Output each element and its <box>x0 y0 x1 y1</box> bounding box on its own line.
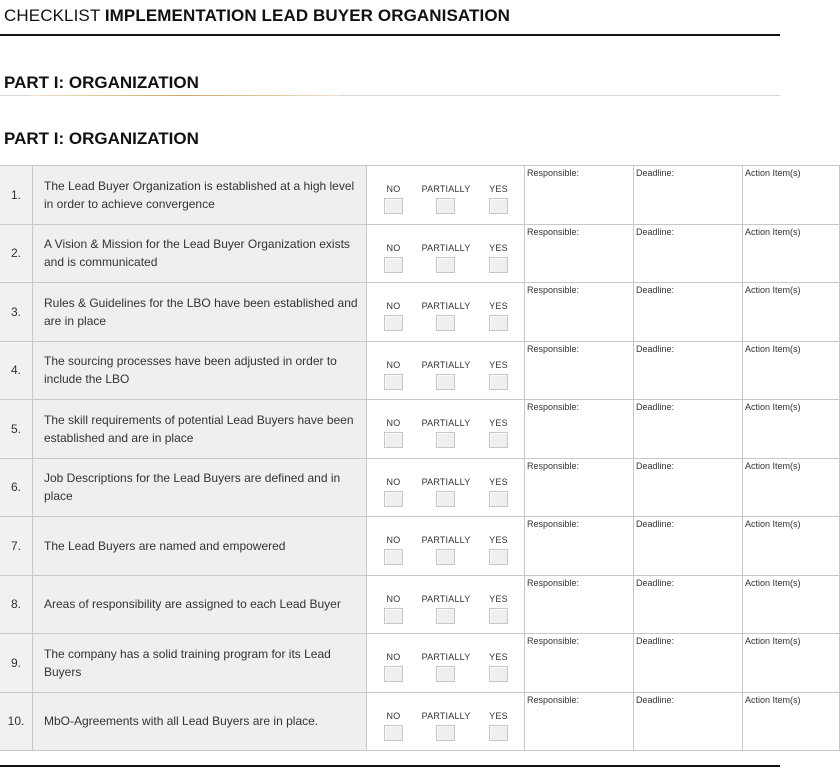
option-partially <box>422 651 471 682</box>
checkbox-no[interactable] <box>384 725 403 741</box>
answer-options <box>367 692 525 751</box>
responsible-field[interactable] <box>525 224 634 283</box>
option-no <box>384 534 403 565</box>
action-items-label: Action Item(s) <box>745 402 801 412</box>
option-yes <box>489 300 508 331</box>
checkbox-no[interactable] <box>384 432 403 448</box>
item-number: 7. <box>0 517 33 576</box>
action-items-label: Action Item(s) <box>745 460 801 471</box>
document-title-main: IMPLEMENTATION LEAD BUYER ORGANISATION <box>104 6 511 25</box>
answer-options <box>367 517 525 576</box>
checklist-row <box>0 341 840 400</box>
option-partially <box>422 359 471 390</box>
action-items-field[interactable] <box>743 517 840 576</box>
action-items-field[interactable] <box>743 575 840 634</box>
answer-options <box>367 166 525 225</box>
item-number: 1. <box>0 166 33 225</box>
item-statement: The sourcing processes have been adjusted in order to include the LBO <box>33 341 367 400</box>
responsible-label: Responsible: <box>527 519 580 529</box>
option-yes <box>489 417 508 448</box>
checklist-row <box>0 517 840 576</box>
item-statement: The skill requirements of potential Lead Buyers have been established and are in place <box>33 400 367 459</box>
item-number: 10. <box>0 692 33 751</box>
option-partially-label: PARTIALLY <box>421 535 471 546</box>
checkbox-yes[interactable] <box>489 666 508 682</box>
option-yes <box>489 359 508 390</box>
option-no <box>384 593 403 624</box>
option-yes-label: YES <box>489 593 508 604</box>
checklist-row <box>0 283 840 342</box>
action-items-label: Action Item(s) <box>745 519 801 529</box>
action-items-label: Action Item(s) <box>745 226 801 237</box>
option-partially-label: PARTIALLY <box>421 710 471 721</box>
checkbox-no[interactable] <box>384 257 403 273</box>
option-no <box>384 183 403 214</box>
checkbox-no[interactable] <box>384 198 403 214</box>
deadline-field[interactable] <box>634 517 743 576</box>
option-no-label: NO <box>386 652 401 663</box>
answer-options <box>367 224 525 283</box>
deadline-label: Deadline: <box>636 577 675 588</box>
option-no <box>384 242 403 273</box>
answer-options <box>367 400 525 459</box>
option-yes <box>489 651 508 682</box>
section-heading-primary: PART I: ORGANIZATION <box>4 73 199 92</box>
option-yes-label: YES <box>489 535 508 546</box>
responsible-label: Responsible: <box>527 694 580 705</box>
responsible-label: Responsible: <box>527 636 580 646</box>
responsible-label: Responsible: <box>527 460 580 471</box>
item-number: 6. <box>0 458 33 517</box>
item-statement: The Lead Buyers are named and empowered <box>33 517 367 576</box>
checkbox-yes[interactable] <box>489 257 508 273</box>
option-partially <box>422 183 471 214</box>
responsible-label: Responsible: <box>527 285 580 295</box>
document-title-prefix: CHECKLIST <box>4 6 101 25</box>
action-items-label: Action Item(s) <box>745 168 801 178</box>
action-items-field[interactable] <box>743 283 840 342</box>
option-partially-label: PARTIALLY <box>421 593 471 604</box>
item-number: 5. <box>0 400 33 459</box>
option-partially-label: PARTIALLY <box>421 418 471 429</box>
option-no-label: NO <box>386 359 401 370</box>
checkbox-partially[interactable] <box>436 549 455 565</box>
checkbox-partially[interactable] <box>436 257 455 273</box>
option-yes <box>489 534 508 565</box>
checkbox-yes[interactable] <box>489 491 508 507</box>
title-divider <box>0 34 780 36</box>
checkbox-yes[interactable] <box>489 608 508 624</box>
deadline-field[interactable] <box>634 400 743 459</box>
deadline-label: Deadline: <box>636 343 675 354</box>
deadline-field[interactable] <box>634 692 743 751</box>
option-partially <box>422 417 471 448</box>
deadline-field[interactable] <box>634 341 743 400</box>
responsible-field[interactable] <box>525 517 634 576</box>
checkbox-yes[interactable] <box>489 374 508 390</box>
deadline-field[interactable] <box>634 634 743 693</box>
checkbox-no[interactable] <box>384 491 403 507</box>
option-no <box>384 710 403 741</box>
item-statement: A Vision & Mission for the Lead Buyer Organization exists and is communicated <box>33 224 367 283</box>
option-no-label: NO <box>386 242 401 253</box>
checklist-row <box>0 458 840 517</box>
option-partially <box>422 593 471 624</box>
item-statement: MbO-Agreements with all Lead Buyers are in place. <box>33 692 367 751</box>
action-items-label: Action Item(s) <box>745 343 801 354</box>
deadline-label: Deadline: <box>636 285 675 295</box>
checkbox-no[interactable] <box>384 666 403 682</box>
checkbox-yes[interactable] <box>489 432 508 448</box>
checkbox-partially[interactable] <box>436 315 455 331</box>
option-partially-label: PARTIALLY <box>421 242 471 253</box>
answer-options <box>367 283 525 342</box>
item-number: 2. <box>0 224 33 283</box>
action-items-field[interactable] <box>743 692 840 751</box>
responsible-field[interactable] <box>525 692 634 751</box>
answer-options <box>367 458 525 517</box>
responsible-label: Responsible: <box>527 226 580 237</box>
responsible-field[interactable] <box>525 575 634 634</box>
action-items-field[interactable] <box>743 634 840 693</box>
option-no-label: NO <box>386 184 401 195</box>
deadline-field[interactable] <box>634 575 743 634</box>
item-number: 9. <box>0 634 33 693</box>
option-no-label: NO <box>386 476 401 487</box>
item-statement: Job Descriptions for the Lead Buyers are defined and in place <box>33 458 367 517</box>
option-no-label: NO <box>386 710 401 721</box>
option-yes-label: YES <box>489 418 508 429</box>
option-partially <box>422 476 471 507</box>
deadline-field[interactable] <box>634 224 743 283</box>
option-yes-label: YES <box>489 359 508 370</box>
responsible-field[interactable] <box>525 634 634 693</box>
deadline-label: Deadline: <box>636 519 675 529</box>
option-no-label: NO <box>386 535 401 546</box>
action-items-field[interactable] <box>743 341 840 400</box>
item-number: 3. <box>0 283 33 342</box>
checklist-row <box>0 575 840 634</box>
item-statement: The Lead Buyer Organization is established at a high level in order to achieve convergence <box>33 166 367 225</box>
action-items-field[interactable] <box>743 400 840 459</box>
checklist-row <box>0 634 840 693</box>
checkbox-partially[interactable] <box>436 725 455 741</box>
action-items-label: Action Item(s) <box>745 577 801 588</box>
checkbox-yes[interactable] <box>489 725 508 741</box>
option-partially-label: PARTIALLY <box>421 301 471 312</box>
checklist-row <box>0 692 840 751</box>
option-yes <box>489 710 508 741</box>
option-yes-label: YES <box>489 652 508 663</box>
responsible-field[interactable] <box>525 166 634 225</box>
action-items-field[interactable] <box>743 458 840 517</box>
deadline-label: Deadline: <box>636 226 675 237</box>
option-no-label: NO <box>386 593 401 604</box>
section-divider-accent <box>30 95 340 96</box>
action-items-label: Action Item(s) <box>745 285 801 295</box>
option-yes-label: YES <box>489 710 508 721</box>
option-partially-label: PARTIALLY <box>421 359 471 370</box>
option-yes <box>489 476 508 507</box>
option-no <box>384 476 403 507</box>
responsible-label: Responsible: <box>527 577 580 588</box>
option-yes-label: YES <box>489 301 508 312</box>
item-statement: Areas of responsibility are assigned to each Lead Buyer <box>33 575 367 634</box>
option-yes-label: YES <box>489 476 508 487</box>
item-number: 8. <box>0 575 33 634</box>
option-yes <box>489 242 508 273</box>
checklist-row <box>0 166 840 225</box>
option-partially-label: PARTIALLY <box>421 652 471 663</box>
checkbox-partially[interactable] <box>436 666 455 682</box>
action-items-field[interactable] <box>743 166 840 225</box>
option-no <box>384 359 403 390</box>
deadline-label: Deadline: <box>636 694 675 705</box>
checkbox-no[interactable] <box>384 374 403 390</box>
deadline-label: Deadline: <box>636 460 675 471</box>
option-partially-label: PARTIALLY <box>421 184 471 195</box>
deadline-field[interactable] <box>634 283 743 342</box>
option-partially <box>422 300 471 331</box>
checklist-table <box>0 165 840 751</box>
checkbox-yes[interactable] <box>489 315 508 331</box>
document-title <box>4 6 510 26</box>
checkbox-partially[interactable] <box>436 198 455 214</box>
deadline-field[interactable] <box>634 166 743 225</box>
responsible-label: Responsible: <box>527 343 580 354</box>
option-partially-label: PARTIALLY <box>421 476 471 487</box>
action-items-label: Action Item(s) <box>745 636 801 646</box>
checkbox-no[interactable] <box>384 608 403 624</box>
option-partially <box>422 710 471 741</box>
deadline-field[interactable] <box>634 458 743 517</box>
deadline-label: Deadline: <box>636 402 675 412</box>
checkbox-yes[interactable] <box>489 549 508 565</box>
deadline-label: Deadline: <box>636 168 675 178</box>
checkbox-yes[interactable] <box>489 198 508 214</box>
checkbox-partially[interactable] <box>436 432 455 448</box>
option-yes-label: YES <box>489 184 508 195</box>
answer-options <box>367 575 525 634</box>
option-yes-label: YES <box>489 242 508 253</box>
option-no <box>384 651 403 682</box>
option-partially <box>422 242 471 273</box>
option-no-label: NO <box>386 301 401 312</box>
responsible-field[interactable] <box>525 400 634 459</box>
option-no-label: NO <box>386 418 401 429</box>
option-no <box>384 300 403 331</box>
option-yes <box>489 183 508 214</box>
option-no <box>384 417 403 448</box>
section-heading-secondary: PART I: ORGANIZATION <box>4 129 199 148</box>
checklist-row <box>0 224 840 283</box>
responsible-field[interactable] <box>525 283 634 342</box>
responsible-label: Responsible: <box>527 168 580 178</box>
checklist-row <box>0 400 840 459</box>
action-items-label: Action Item(s) <box>745 694 801 705</box>
item-statement: Rules & Guidelines for the LBO have been established and are in place <box>33 283 367 342</box>
answer-options <box>367 341 525 400</box>
bottom-divider <box>0 765 780 767</box>
deadline-label: Deadline: <box>636 636 675 646</box>
checkbox-no[interactable] <box>384 315 403 331</box>
option-yes <box>489 593 508 624</box>
responsible-label: Responsible: <box>527 402 580 412</box>
action-items-field[interactable] <box>743 224 840 283</box>
item-number: 4. <box>0 341 33 400</box>
checkbox-partially[interactable] <box>436 491 455 507</box>
option-partially <box>422 534 471 565</box>
responsible-field[interactable] <box>525 458 634 517</box>
checkbox-no[interactable] <box>384 549 403 565</box>
item-statement: The company has a solid training program for its Lead Buyers <box>33 634 367 693</box>
answer-options <box>367 634 525 693</box>
checkbox-partially[interactable] <box>436 374 455 390</box>
responsible-field[interactable] <box>525 341 634 400</box>
checkbox-partially[interactable] <box>436 608 455 624</box>
